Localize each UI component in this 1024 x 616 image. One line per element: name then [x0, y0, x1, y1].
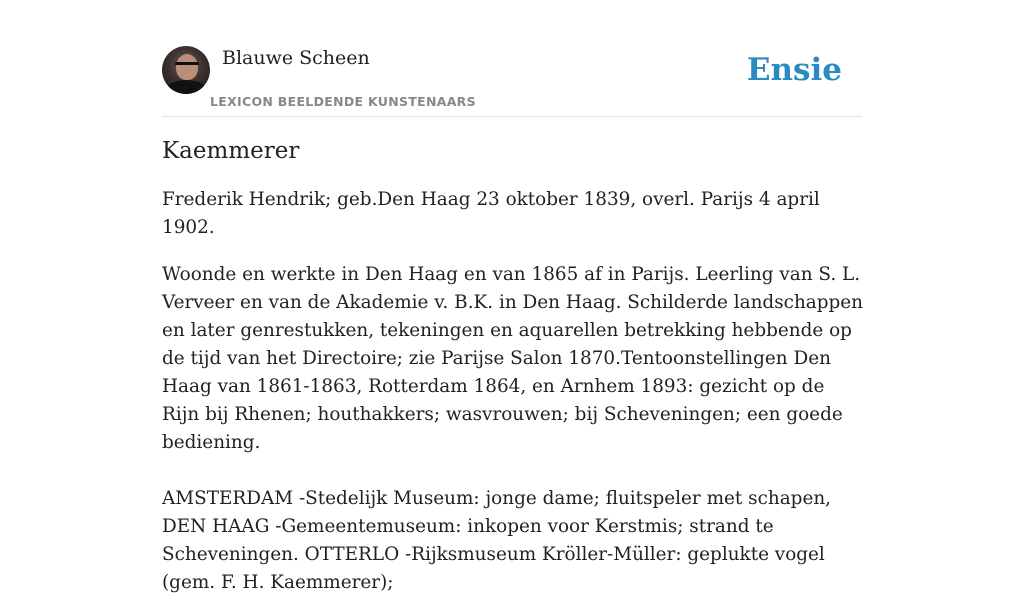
article-title: Kaemmerer — [162, 138, 300, 164]
avatar-shirt — [166, 80, 206, 94]
article — [162, 138, 866, 616]
lexicon-label[interactable]: LEXICON BEELDENDE KUNSTENAARS — [210, 94, 476, 109]
author-avatar[interactable] — [162, 46, 210, 94]
article-paragraph: Frederik Hendrik; geb.Den Haag 23 oktober 1839, overl. Parijs 4 april 1902. — [162, 189, 820, 238]
header — [162, 46, 862, 117]
avatar-glasses — [175, 62, 199, 71]
ensie-logo[interactable]: Ensie — [746, 52, 842, 88]
article-paragraph: AMSTERDAM -Stedelijk Museum: jonge dame; fluitspeler met schapen, DEN HAAG -Gemeentemuseum: inkopen voor Kerstmis; strand te Scheveningen. OTTERLO -Rijksmuseum Kröller-Müller: geplukte vogel (gem. F. H. Kaemmerer); — [162, 488, 832, 593]
article-paragraph: Woonde en werkte in Den Haag en van 1865 af in Parijs. Leerling van S. L. Verveer en van de Akademie v. B.K. in Den Haag. Schilderde landschappen en later genrestukken, tekeningen en aquarellen betrekking hebbende op de tijd van het Directoire; zie Parijse Salon 1870.Tentoonstellingen Den Haag van 1861-1863, Rotterdam 1864, en Arnhem 1893: gezicht op de Rijn bij Rhenen; houthakkers; wasvrouwen; bij Scheveningen; een goede bediening. — [162, 264, 864, 453]
author-name[interactable]: Blauwe Scheen — [222, 47, 370, 69]
